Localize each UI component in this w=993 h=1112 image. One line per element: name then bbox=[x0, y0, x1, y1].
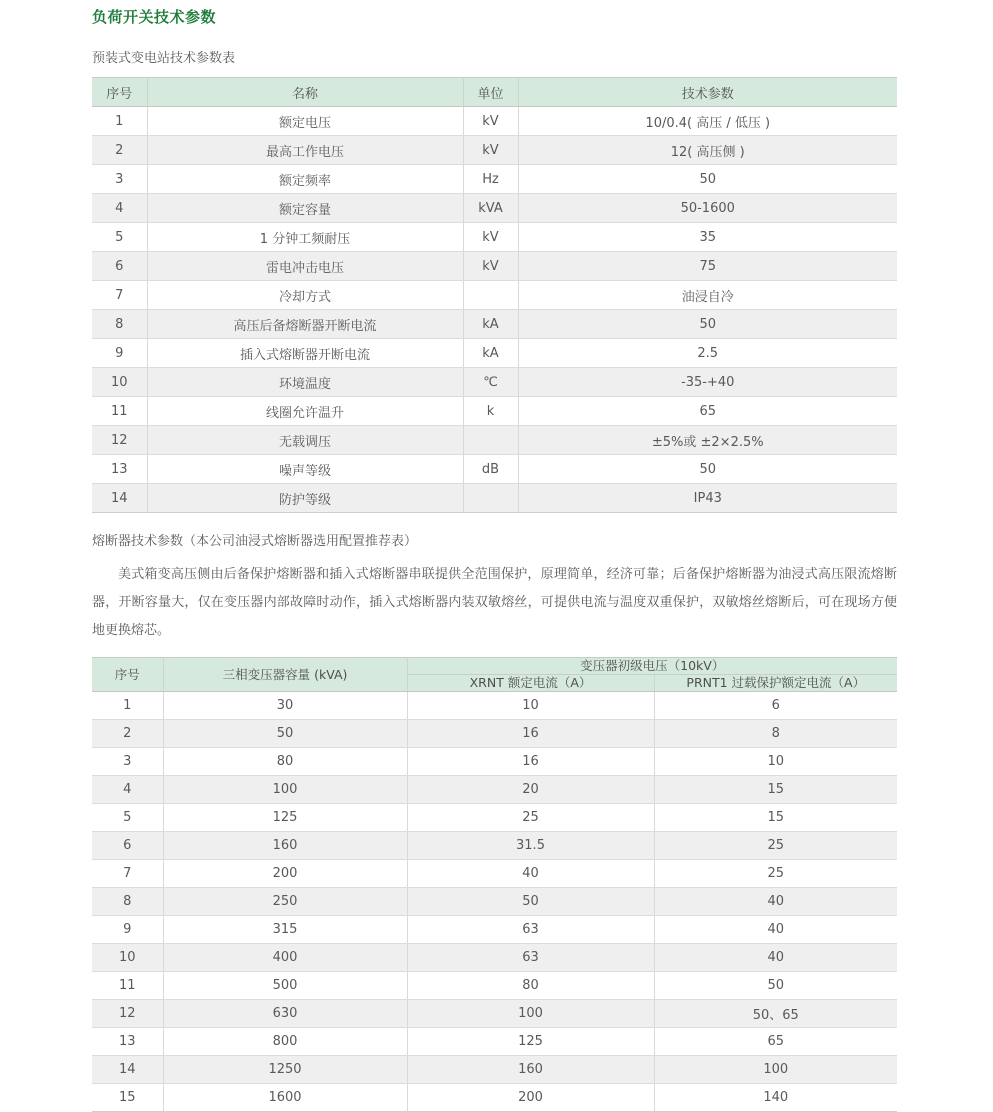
col-header-index: 序号 bbox=[92, 78, 147, 107]
table-row bbox=[92, 252, 897, 281]
table-cell: 200 bbox=[163, 860, 407, 888]
table-cell: 13 bbox=[92, 1028, 163, 1056]
table-cell: 插入式熔断器开断电流 bbox=[147, 339, 463, 368]
table-cell: 50-1600 bbox=[518, 194, 897, 223]
table-cell: 63 bbox=[407, 916, 654, 944]
table-cell: 1 分钟工频耐压 bbox=[147, 223, 463, 252]
table-cell: 100 bbox=[163, 776, 407, 804]
table-cell: 125 bbox=[407, 1028, 654, 1056]
document-page bbox=[92, 0, 897, 1112]
table-cell: kV bbox=[463, 107, 518, 136]
table-cell: 10 bbox=[654, 748, 897, 776]
table-cell: 75 bbox=[518, 252, 897, 281]
table-cell: 160 bbox=[163, 832, 407, 860]
table-cell: 1600 bbox=[163, 1084, 407, 1112]
table-cell: 30 bbox=[163, 692, 407, 720]
table-cell: 50 bbox=[163, 720, 407, 748]
table-row bbox=[92, 804, 897, 832]
col-header-capacity: 三相变压器容量 (kVA) bbox=[163, 658, 407, 692]
table-cell: Hz bbox=[463, 165, 518, 194]
table-cell: 10 bbox=[407, 692, 654, 720]
table-row bbox=[92, 455, 897, 484]
table-cell: 10 bbox=[92, 368, 147, 397]
table-cell: 500 bbox=[163, 972, 407, 1000]
table-row bbox=[92, 310, 897, 339]
table-cell: 40 bbox=[407, 860, 654, 888]
table-cell: 4 bbox=[92, 194, 147, 223]
table-cell: 40 bbox=[654, 944, 897, 972]
table-cell: 11 bbox=[92, 397, 147, 426]
table-row bbox=[92, 107, 897, 136]
table-body bbox=[92, 107, 897, 513]
table-cell: 7 bbox=[92, 281, 147, 310]
table-cell: 15 bbox=[92, 1084, 163, 1112]
table-cell: 2.5 bbox=[518, 339, 897, 368]
table-row bbox=[92, 720, 897, 748]
table-row bbox=[92, 1028, 897, 1056]
table-cell bbox=[463, 426, 518, 455]
table-row bbox=[92, 860, 897, 888]
table-cell: 40 bbox=[654, 916, 897, 944]
col-header-primary-voltage-group: 变压器初级电压（10kV） bbox=[407, 658, 897, 675]
header-row bbox=[92, 78, 897, 107]
table-cell: 11 bbox=[92, 972, 163, 1000]
table-cell: ±5%或 ±2×2.5% bbox=[518, 426, 897, 455]
table-cell: 65 bbox=[518, 397, 897, 426]
fuse-selection-table bbox=[92, 657, 897, 1112]
table-cell: 100 bbox=[654, 1056, 897, 1084]
table-cell: 6 bbox=[92, 832, 163, 860]
table-cell: kVA bbox=[463, 194, 518, 223]
table-cell: 50、65 bbox=[654, 1000, 897, 1028]
table-body bbox=[92, 692, 897, 1112]
table-row bbox=[92, 916, 897, 944]
col-header-prnt1-current: PRNT1 过载保护额定电流（A） bbox=[654, 675, 897, 692]
table-cell: 5 bbox=[92, 223, 147, 252]
table-cell: 50 bbox=[407, 888, 654, 916]
table-cell: 7 bbox=[92, 860, 163, 888]
table-cell: 12 bbox=[92, 1000, 163, 1028]
table-cell: 50 bbox=[518, 455, 897, 484]
table-cell: 环境温度 bbox=[147, 368, 463, 397]
table-row bbox=[92, 368, 897, 397]
fuse-section-paragraph: 美式箱变高压侧由后备保护熔断器和插入式熔断器串联提供全范围保护，原理简单，经济可靠；后备保护熔断器为油浸式高压限流熔断器，开断容量大，仅在变压器内部故障时动作，插入式熔断器内装双敏熔丝，可提供电流与温度双重保护，双敏熔丝熔断后，可在现场方便地更换熔芯。 bbox=[92, 567, 897, 638]
table-cell: 防护等级 bbox=[147, 484, 463, 513]
table-cell: 50 bbox=[518, 165, 897, 194]
table-cell: 160 bbox=[407, 1056, 654, 1084]
table-row bbox=[92, 888, 897, 916]
table-cell: 63 bbox=[407, 944, 654, 972]
table-cell: 6 bbox=[92, 252, 147, 281]
table-cell: 31.5 bbox=[407, 832, 654, 860]
table-row bbox=[92, 223, 897, 252]
table-cell: 6 bbox=[654, 692, 897, 720]
table-row bbox=[92, 165, 897, 194]
table-cell: kA bbox=[463, 339, 518, 368]
col-header-value: 技术参数 bbox=[518, 78, 897, 107]
table-header bbox=[92, 658, 897, 692]
table-header bbox=[92, 78, 897, 107]
table-cell: 80 bbox=[163, 748, 407, 776]
table-cell: 140 bbox=[654, 1084, 897, 1112]
table-cell: 25 bbox=[407, 804, 654, 832]
table-cell: 最高工作电压 bbox=[147, 136, 463, 165]
table-cell: 13 bbox=[92, 455, 147, 484]
table-cell: 15 bbox=[654, 804, 897, 832]
table-row bbox=[92, 339, 897, 368]
col-header-unit: 单位 bbox=[463, 78, 518, 107]
table-cell: kV bbox=[463, 252, 518, 281]
table-cell: 1 bbox=[92, 692, 163, 720]
table-row bbox=[92, 972, 897, 1000]
table-cell: 14 bbox=[92, 1056, 163, 1084]
table-cell: 25 bbox=[654, 832, 897, 860]
table-row bbox=[92, 1056, 897, 1084]
table-cell: 8 bbox=[654, 720, 897, 748]
table-cell: 额定容量 bbox=[147, 194, 463, 223]
table-cell: 额定电压 bbox=[147, 107, 463, 136]
table-cell: 630 bbox=[163, 1000, 407, 1028]
table-row bbox=[92, 776, 897, 804]
table-cell: 8 bbox=[92, 888, 163, 916]
table-cell: 65 bbox=[654, 1028, 897, 1056]
table-cell: 125 bbox=[163, 804, 407, 832]
table-cell: 14 bbox=[92, 484, 147, 513]
table-cell: 40 bbox=[654, 888, 897, 916]
table-row bbox=[92, 426, 897, 455]
table-row bbox=[92, 194, 897, 223]
table-row bbox=[92, 484, 897, 513]
table-cell: ℃ bbox=[463, 368, 518, 397]
table-cell: 油浸自冷 bbox=[518, 281, 897, 310]
table-cell: -35-+40 bbox=[518, 368, 897, 397]
table-cell: 80 bbox=[407, 972, 654, 1000]
table-cell bbox=[463, 281, 518, 310]
table-cell: 250 bbox=[163, 888, 407, 916]
table-cell: 12( 高压侧 ) bbox=[518, 136, 897, 165]
table-cell: 25 bbox=[654, 860, 897, 888]
table-cell: 16 bbox=[407, 748, 654, 776]
table-cell: 噪声等级 bbox=[147, 455, 463, 484]
header-row bbox=[92, 658, 897, 675]
table-cell: 高压后备熔断器开断电流 bbox=[147, 310, 463, 339]
table-cell: 50 bbox=[654, 972, 897, 1000]
table-cell: 4 bbox=[92, 776, 163, 804]
table-cell: 5 bbox=[92, 804, 163, 832]
table-cell: 35 bbox=[518, 223, 897, 252]
table-cell: 400 bbox=[163, 944, 407, 972]
table-row bbox=[92, 136, 897, 165]
table-cell: kA bbox=[463, 310, 518, 339]
table-cell: 15 bbox=[654, 776, 897, 804]
col-header-xrnt-current: XRNT 额定电流（A） bbox=[407, 675, 654, 692]
table-cell: 无载调压 bbox=[147, 426, 463, 455]
table-cell: 20 bbox=[407, 776, 654, 804]
table-row bbox=[92, 281, 897, 310]
table-cell: kV bbox=[463, 223, 518, 252]
table-row bbox=[92, 1000, 897, 1028]
table-cell: 2 bbox=[92, 136, 147, 165]
table-cell: kV bbox=[463, 136, 518, 165]
table-cell: 200 bbox=[407, 1084, 654, 1112]
table-row bbox=[92, 748, 897, 776]
table-row bbox=[92, 692, 897, 720]
table-cell: 3 bbox=[92, 748, 163, 776]
table-cell: 冷却方式 bbox=[147, 281, 463, 310]
table-cell: 1 bbox=[92, 107, 147, 136]
table-cell: 10 bbox=[92, 944, 163, 972]
table-cell: dB bbox=[463, 455, 518, 484]
col-header-index: 序号 bbox=[92, 658, 163, 692]
table-cell: 线圈允许温升 bbox=[147, 397, 463, 426]
col-header-name: 名称 bbox=[147, 78, 463, 107]
table-cell: 9 bbox=[92, 916, 163, 944]
table-cell: 1250 bbox=[163, 1056, 407, 1084]
table-row bbox=[92, 832, 897, 860]
table-cell: 10/0.4( 高压 / 低压 ) bbox=[518, 107, 897, 136]
page-title: 负荷开关技术参数 bbox=[92, 8, 217, 26]
table-cell: 16 bbox=[407, 720, 654, 748]
table-cell: 50 bbox=[518, 310, 897, 339]
table-cell: 9 bbox=[92, 339, 147, 368]
table-cell: 8 bbox=[92, 310, 147, 339]
table-cell: k bbox=[463, 397, 518, 426]
table-cell: 2 bbox=[92, 720, 163, 748]
table-cell: 100 bbox=[407, 1000, 654, 1028]
table-cell: 额定频率 bbox=[147, 165, 463, 194]
table-cell: 12 bbox=[92, 426, 147, 455]
table-row bbox=[92, 397, 897, 426]
substation-parameters-table bbox=[92, 77, 897, 513]
table-row bbox=[92, 944, 897, 972]
table-cell: IP43 bbox=[518, 484, 897, 513]
table-cell: 315 bbox=[163, 916, 407, 944]
table-cell: 800 bbox=[163, 1028, 407, 1056]
table-cell: 雷电冲击电压 bbox=[147, 252, 463, 281]
table-cell: 3 bbox=[92, 165, 147, 194]
table-cell bbox=[463, 484, 518, 513]
fuse-section-heading: 熔断器技术参数（本公司油浸式熔断器选用配置推荐表） bbox=[92, 534, 418, 549]
table1-caption: 预装式变电站技术参数表 bbox=[92, 51, 236, 66]
